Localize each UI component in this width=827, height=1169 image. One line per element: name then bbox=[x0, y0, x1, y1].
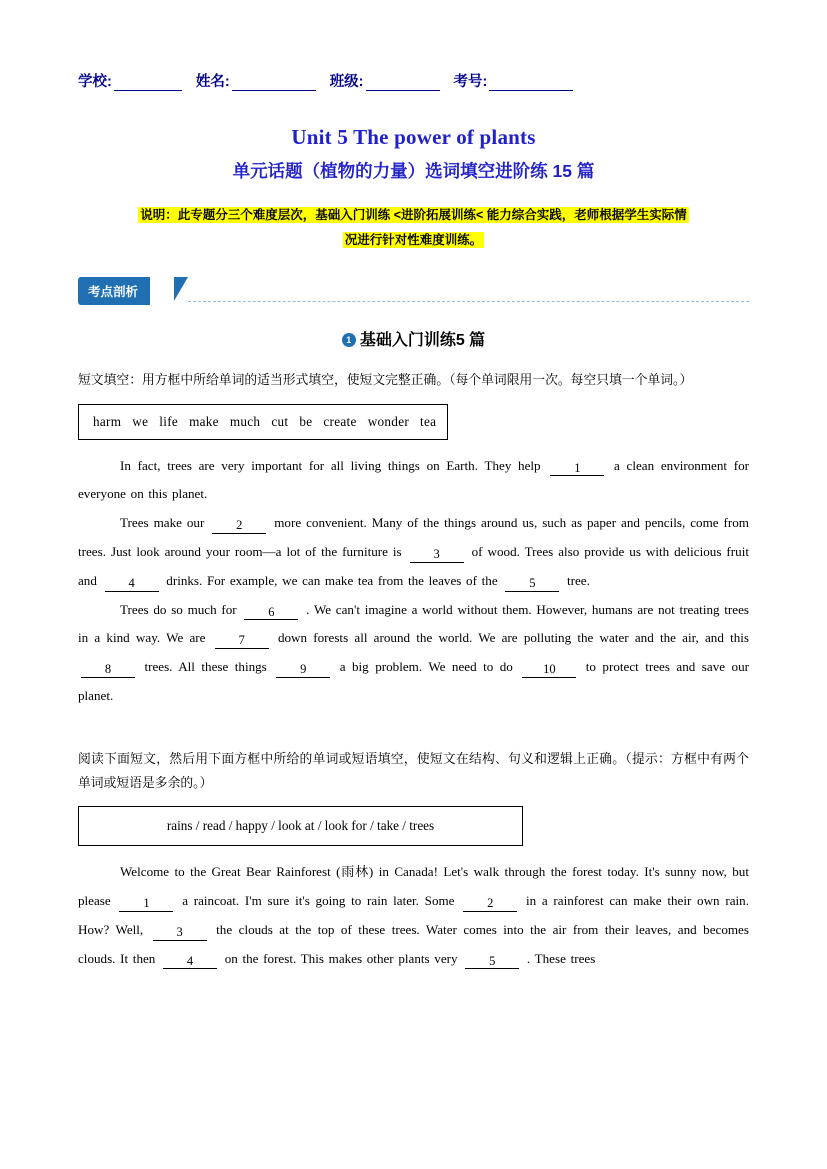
word-option: life bbox=[159, 413, 179, 429]
passage-text: Trees do so much for bbox=[120, 601, 242, 617]
passage-text: on the forest. This makes other plants very bbox=[224, 950, 463, 966]
passage-paragraph bbox=[78, 509, 749, 595]
answer-blank[interactable]: 2 bbox=[212, 519, 266, 534]
answer-blank[interactable]: 1 bbox=[550, 462, 604, 477]
section-tag-row bbox=[78, 277, 749, 311]
word-option: tea bbox=[420, 413, 437, 429]
answer-blank[interactable]: 6 bbox=[244, 606, 298, 621]
name-label: 姓名: bbox=[195, 74, 230, 90]
answer-blank[interactable]: 5 bbox=[505, 577, 559, 592]
word-option: make bbox=[189, 413, 219, 429]
name-field bbox=[196, 70, 318, 91]
passage-text: the clouds at the top of these trees. Water comes into the air from their leaves, and becomes clouds. It then bbox=[78, 921, 749, 966]
part-title bbox=[78, 327, 749, 350]
passage-text: more convenient. Many of the things around us, such as paper and pencils, come from trees. Just look around your room—a lot of the furniture is bbox=[78, 515, 749, 560]
word-option: cut bbox=[271, 413, 289, 429]
class-blank[interactable] bbox=[366, 77, 440, 91]
passage-text: . These trees bbox=[526, 950, 596, 966]
section-tag: 考点剖析 bbox=[78, 277, 150, 305]
passage-paragraph bbox=[78, 858, 749, 973]
note-line-1: 说明：此专题分三个难度层次，基础入门训练 <进阶拓展训练< 能力综合实践，老师根据学生实际情 bbox=[140, 208, 687, 222]
page-subtitle: 单元话题（植物的力量）选词填空进阶练 15 篇 bbox=[232, 161, 595, 181]
bullet-icon: 1 bbox=[342, 333, 356, 347]
school-label: 学校: bbox=[78, 74, 112, 90]
page-title: Unit 5 The power of plants bbox=[291, 125, 536, 149]
name-blank[interactable] bbox=[232, 77, 316, 91]
class-field bbox=[330, 70, 442, 91]
answer-blank[interactable]: 9 bbox=[276, 663, 330, 678]
answer-blank[interactable]: 4 bbox=[105, 577, 159, 592]
word-option: much bbox=[229, 413, 261, 429]
passage-text: a raincoat. I'm sure it's going to rain later. Some bbox=[182, 892, 461, 908]
passage-text: to protect trees and save our planet. bbox=[78, 659, 749, 704]
task1-passage bbox=[78, 452, 749, 711]
passage-text: down forests all around the world. We are polluting the water and the air, and this bbox=[277, 630, 750, 646]
answer-blank[interactable]: 3 bbox=[410, 548, 464, 563]
answer-blank[interactable]: 3 bbox=[153, 926, 207, 941]
task2-instruction: 阅读下面短文，然后用下面方框中所给的单词或短语填空，使短文在结构、句义和逻辑上正确。（提示：方框中有两个单词或短语是多余的。） bbox=[78, 750, 749, 790]
exam-no-field bbox=[454, 70, 576, 91]
passage-text: . We can't imagine a world without them. However, humans are not treating trees in a kind way. We are bbox=[78, 601, 750, 646]
answer-blank[interactable]: 8 bbox=[81, 663, 135, 678]
school-field bbox=[78, 70, 184, 91]
class-label: 班级: bbox=[329, 74, 364, 90]
school-blank[interactable] bbox=[114, 77, 182, 91]
word-option: we bbox=[132, 413, 149, 429]
passage-text: drinks. For example, we can make tea from the leaves of the bbox=[166, 572, 503, 588]
passage-text: in a rainforest can make their own rain. How? Well, bbox=[78, 892, 749, 937]
part-title-text: 基础入门训练5 篇 bbox=[359, 332, 486, 349]
answer-blank[interactable]: 2 bbox=[463, 897, 517, 912]
answer-blank[interactable]: 4 bbox=[163, 955, 217, 970]
word-option: create bbox=[323, 413, 357, 429]
exam-no-blank[interactable] bbox=[489, 77, 573, 91]
passage-paragraph bbox=[78, 452, 749, 510]
note-block bbox=[78, 203, 749, 253]
passage-text: a clean environment for everyone on this planet. bbox=[78, 457, 749, 502]
passage-text: a big problem. We need to do bbox=[339, 659, 520, 675]
section-divider bbox=[188, 301, 749, 302]
word-option: wonder bbox=[367, 413, 410, 429]
word-option: harm bbox=[93, 413, 122, 429]
answer-blank[interactable]: 10 bbox=[522, 663, 576, 678]
section-tag-arrow bbox=[174, 277, 188, 301]
answer-blank[interactable]: 7 bbox=[215, 634, 269, 649]
passage-text: of wood. Trees also provide us with delicious fruit and bbox=[78, 544, 749, 588]
task1-word-box bbox=[78, 404, 448, 440]
task1-instruction: 短文填空：用方框中所给单词的适当形式填空，使短文完整正确。（每个单词限用一次。每空只填一个单词。） bbox=[78, 372, 693, 387]
passage-text: In fact, trees are very important for all living things on Earth. They help bbox=[120, 457, 548, 473]
task2-passage bbox=[78, 858, 749, 973]
answer-blank[interactable]: 5 bbox=[465, 955, 519, 970]
student-info-header bbox=[78, 70, 749, 91]
passage-text: Trees make our bbox=[120, 515, 210, 531]
passage-text: tree. bbox=[567, 572, 590, 588]
passage-text: trees. All these things bbox=[144, 659, 274, 675]
exam-no-label: 考号: bbox=[453, 74, 488, 90]
answer-blank[interactable]: 1 bbox=[119, 897, 173, 912]
passage-text: Welcome to the Great Bear Rainforest (雨林) in Canada! Let's walk through the forest today. It's sunny now, but please bbox=[78, 864, 749, 908]
task2-word-box: rains / read / happy / look at / look for / take / trees bbox=[78, 806, 523, 846]
word-option: be bbox=[299, 413, 313, 429]
passage-paragraph bbox=[78, 596, 749, 711]
note-line-2: 况进行针对性难度训练。 bbox=[344, 233, 483, 247]
